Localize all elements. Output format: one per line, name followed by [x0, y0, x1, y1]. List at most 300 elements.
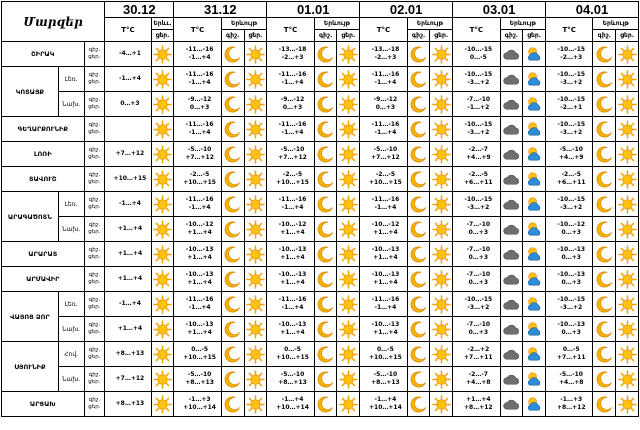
day-temperature: +8…+12 [464, 404, 493, 411]
day-header: ցեր. [616, 30, 639, 42]
day-temperature: -2…+3 [374, 54, 397, 61]
day-temperature: +1…+4 [280, 254, 305, 261]
sun-icon [430, 142, 453, 167]
moon-icon [221, 117, 244, 142]
night-label: գիշ. [88, 372, 101, 378]
night-day-label [84, 342, 105, 367]
sun-icon [430, 42, 453, 67]
subregion-name: Հով. [58, 342, 84, 367]
night-temperature: -10…-13 [278, 271, 307, 278]
temperature-range: +10…+15 [105, 167, 151, 192]
sun-icon [151, 242, 174, 267]
night-temperature: -11…-16 [278, 196, 307, 203]
day-temperature: -3…+2 [560, 204, 583, 211]
moon-icon [221, 392, 244, 417]
day-temperature: +1…+4 [280, 329, 305, 336]
sun-icon [337, 42, 360, 67]
sun-icon [337, 342, 360, 367]
night-temperature: -13…-18 [278, 46, 307, 53]
temperature-range [174, 242, 221, 267]
night-temperature: -7…-10 [466, 96, 491, 103]
sun-icon [151, 192, 174, 217]
night-temperature: -5…-10 [373, 146, 398, 153]
temperature-range: +1…+4 [105, 242, 151, 267]
sun-icon [616, 292, 639, 317]
night-temperature: -7…-10 [466, 221, 491, 228]
sun-cloud-icon [523, 317, 546, 342]
temperature-range [267, 242, 314, 267]
day-label: ցեր. [88, 104, 101, 110]
night-temperature: -1…+4 [281, 396, 304, 403]
moon-icon [593, 267, 616, 292]
day-temperature: +8…+13 [371, 379, 400, 386]
night-temperature: -10…-13 [371, 246, 400, 253]
sun-icon [430, 117, 453, 142]
night-label: գիշ. [88, 247, 101, 253]
cloud-icon [500, 242, 523, 267]
night-label: գիշ. [88, 397, 101, 403]
night-temperature: -10…-13 [185, 246, 214, 253]
moon-icon [221, 67, 244, 92]
day-label: ցեր. [88, 129, 101, 135]
temperature-range [453, 242, 500, 267]
night-temperature: -5…-10 [559, 146, 583, 153]
night-temperature: -10…-15 [557, 121, 586, 128]
day-temperature: -1…+4 [374, 204, 397, 211]
day-temperature: 0…+3 [189, 104, 210, 111]
temperature-range [360, 317, 407, 342]
night-label: գիշ. [88, 197, 101, 203]
sun-icon [337, 392, 360, 417]
temperature-range [453, 42, 500, 67]
moon-icon [314, 217, 337, 242]
sun-icon [337, 117, 360, 142]
day-label: ցեր. [88, 304, 101, 310]
temperature-range [546, 42, 593, 67]
day-temperature: +10…+14 [183, 404, 216, 411]
night-header: գիշ. [314, 30, 337, 42]
sun-cloud-icon [523, 267, 546, 292]
night-temperature: -1…+3 [188, 396, 211, 403]
temperature-range [546, 117, 593, 142]
night-temperature: -5…-10 [373, 371, 398, 378]
day-label: ցեր. [88, 229, 101, 235]
temperature-range [453, 392, 500, 417]
night-temperature: -10…-15 [464, 121, 493, 128]
table-row [2, 242, 639, 267]
subregion-name: Լեռ. [58, 192, 84, 217]
table-row [2, 392, 639, 417]
weather-header: Երևույթ [407, 18, 452, 30]
day-temperature: +4…+8 [559, 379, 584, 386]
temperature-range [174, 117, 221, 142]
day-temperature: +8…+13 [185, 379, 214, 386]
day-temperature: -3…+2 [560, 304, 583, 311]
day-temperature: -1…+4 [374, 129, 397, 136]
region-name: ՎԱՅՈՑ ՁՈՐ [2, 292, 59, 342]
sun-icon [616, 67, 639, 92]
night-day-label [84, 242, 105, 267]
night-temperature: -13…-18 [371, 46, 400, 53]
region-name: ԳԵՂԱՐՔՈՒՆԻՔ [2, 117, 85, 142]
night-day-label [84, 67, 105, 92]
day-temperature: 0…+3 [561, 229, 581, 236]
table-row [2, 92, 639, 117]
weather-header: Երևույթ [221, 18, 266, 30]
night-temperature: -10…-15 [464, 196, 493, 203]
night-temperature: -2…+2 [467, 346, 490, 353]
day-temperature: -3…+2 [560, 129, 583, 136]
date-header: 31.12 [174, 2, 267, 18]
temperature-range [267, 142, 314, 167]
night-temperature: -5…-10 [187, 371, 212, 378]
temperature-range [267, 342, 314, 367]
temperature-range [360, 392, 407, 417]
day-temperature: -1…+4 [188, 129, 211, 136]
sun-icon [244, 242, 267, 267]
temperature-range [267, 217, 314, 242]
subregion-name: Լեռ. [58, 67, 84, 92]
table-row [2, 317, 639, 342]
night-temperature: -9…-12 [373, 96, 398, 103]
cloud-icon [500, 192, 523, 217]
night-temperature: -11…-16 [185, 121, 214, 128]
sun-icon [151, 142, 174, 167]
sun-icon [151, 342, 174, 367]
night-temperature: -11…-16 [371, 296, 400, 303]
moon-icon [593, 217, 616, 242]
day-header: ցեր. [430, 30, 453, 42]
night-temperature: -10…-13 [278, 246, 307, 253]
day-temperature: -1…+2 [467, 104, 490, 111]
cloud-icon [500, 392, 523, 417]
sun-icon [244, 367, 267, 392]
day-temperature: +7…+12 [185, 154, 214, 161]
moon-icon [314, 67, 337, 92]
moon-icon [221, 142, 244, 167]
night-temperature: -10…-12 [371, 221, 400, 228]
night-day-label [84, 92, 105, 117]
temperature-range [453, 92, 500, 117]
day-temperature: +10…+15 [183, 354, 216, 361]
sun-icon [616, 367, 639, 392]
sun-icon [337, 217, 360, 242]
night-temperature: -10…-13 [557, 271, 586, 278]
sun-icon [244, 142, 267, 167]
table-row [2, 217, 639, 242]
night-temperature: -10…-12 [557, 221, 586, 228]
sun-icon [616, 267, 639, 292]
sun-icon [151, 117, 174, 142]
day-label: ցեր. [88, 379, 101, 385]
temperature-range [267, 92, 314, 117]
night-label: գիշ. [88, 147, 101, 153]
temperature-range [174, 367, 221, 392]
moon-icon [593, 67, 616, 92]
subregion-name: Նախ. [58, 367, 84, 392]
temperature-range [546, 267, 593, 292]
temperature-range [453, 142, 500, 167]
date-header: 03.01 [453, 2, 546, 18]
temperature-range: +1…+4 [105, 267, 151, 292]
table-row [2, 117, 639, 142]
temperature-range [546, 142, 593, 167]
day-temperature: -3…+2 [467, 204, 490, 211]
temperature-range [174, 142, 221, 167]
region-name: ՇԻՐԱԿ [2, 42, 85, 67]
sun-icon [430, 92, 453, 117]
day-temperature: +4…+9 [559, 154, 584, 161]
night-temperature: -2…-7 [468, 371, 488, 378]
moon-icon [407, 92, 430, 117]
temperature-range [360, 42, 407, 67]
night-label: գիշ. [88, 97, 101, 103]
sun-icon [151, 217, 174, 242]
sun-cloud-icon [523, 67, 546, 92]
night-day-label [84, 167, 105, 192]
night-header: գիշ. [500, 30, 523, 42]
sun-icon [616, 242, 639, 267]
moon-icon [407, 67, 430, 92]
moon-icon [314, 192, 337, 217]
day-temperature: +10…+14 [276, 404, 309, 411]
day-temperature: +10…+15 [183, 179, 216, 186]
day-temperature: 0…+3 [468, 229, 489, 236]
day-temperature: 0…+3 [468, 279, 489, 286]
cloud-icon [500, 67, 523, 92]
sun-icon [430, 67, 453, 92]
temperature-range [453, 367, 500, 392]
temperature-range [546, 317, 593, 342]
temperature-range [360, 267, 407, 292]
moon-icon [407, 217, 430, 242]
night-temperature: -11…-16 [278, 296, 307, 303]
temperature-range [360, 342, 407, 367]
moon-icon [593, 342, 616, 367]
moon-icon [593, 167, 616, 192]
night-temperature: -5…-10 [187, 146, 212, 153]
subregion-name: Լեռ. [58, 292, 84, 317]
sun-cloud-icon [523, 92, 546, 117]
temperature-range: +8…+13 [105, 392, 151, 417]
temp-header: T°C [267, 18, 314, 42]
subregion-name: Նախ. [58, 317, 84, 342]
day-temperature: 0…+3 [561, 279, 581, 286]
night-label: գիշ. [88, 122, 101, 128]
night-temperature: -5…-10 [280, 146, 305, 153]
night-temperature: -11…-16 [185, 46, 214, 53]
day-temperature: -1…+4 [281, 129, 304, 136]
night-header: գիշ. [221, 30, 244, 42]
day-temperature: +1…+4 [280, 229, 305, 236]
sun-icon [244, 267, 267, 292]
night-temperature: -10…-15 [557, 96, 586, 103]
sun-icon [151, 267, 174, 292]
temperature-range [360, 242, 407, 267]
sun-icon [430, 342, 453, 367]
moon-icon [407, 392, 430, 417]
sun-icon [616, 317, 639, 342]
moon-icon [407, 192, 430, 217]
sun-icon [337, 317, 360, 342]
temperature-range [546, 67, 593, 92]
temperature-range [360, 167, 407, 192]
moon-icon [407, 142, 430, 167]
sun-icon [151, 42, 174, 67]
moon-icon [593, 42, 616, 67]
night-temperature: -2…-5 [561, 171, 581, 178]
sun-icon [430, 367, 453, 392]
night-day-label [84, 192, 105, 217]
night-temperature: -2…-5 [468, 171, 488, 178]
sun-icon [430, 392, 453, 417]
temperature-range [267, 167, 314, 192]
night-temperature: -11…-16 [278, 71, 307, 78]
temperature-range [174, 317, 221, 342]
temperature-range: -1…+4 [105, 192, 151, 217]
day-temperature: -3…+2 [467, 304, 490, 311]
temperature-range [546, 192, 593, 217]
night-day-label [84, 317, 105, 342]
night-temperature: -10…-13 [557, 246, 586, 253]
moon-icon [314, 42, 337, 67]
night-day-label [84, 367, 105, 392]
temperature-range [174, 67, 221, 92]
temperature-range [453, 342, 500, 367]
night-label: գիշ. [88, 222, 101, 228]
night-day-label [84, 392, 105, 417]
temperature-range [174, 392, 221, 417]
day-label: ցեր. [88, 279, 101, 285]
night-temperature: -10…-15 [557, 296, 586, 303]
temperature-range: +7…+12 [105, 367, 151, 392]
moon-icon [593, 92, 616, 117]
night-temperature: -1…+3 [560, 396, 583, 403]
sun-icon [244, 92, 267, 117]
day-temperature: -1…+4 [281, 79, 304, 86]
day-temperature: 0…+3 [468, 329, 489, 336]
cloud-icon [500, 117, 523, 142]
cloud-icon [500, 167, 523, 192]
sun-icon [151, 292, 174, 317]
night-temperature: -1…+4 [374, 396, 397, 403]
temperature-range [105, 117, 151, 142]
temperature-range [174, 92, 221, 117]
day-label: ցեր. [88, 54, 101, 60]
sun-icon [430, 217, 453, 242]
sun-icon [616, 192, 639, 217]
sun-icon [244, 217, 267, 242]
night-label: գիշ. [88, 72, 101, 78]
temp-header: T°C [360, 18, 407, 42]
region-name: ԱՐԱՐԱՏ [2, 242, 85, 267]
night-temperature: -10…-13 [557, 321, 586, 328]
temperature-range: -4…+1 [105, 42, 151, 67]
sun-icon [430, 167, 453, 192]
sun-icon [337, 67, 360, 92]
sun-icon [430, 292, 453, 317]
sun-icon [244, 392, 267, 417]
moon-icon [314, 92, 337, 117]
night-temperature: 0…-5 [191, 346, 209, 353]
weather-header: Երևույթ [314, 18, 359, 30]
day-temperature: +1…+4 [373, 279, 398, 286]
temperature-range [453, 317, 500, 342]
night-label: գիշ. [88, 172, 101, 178]
moon-icon [221, 92, 244, 117]
night-day-label [84, 267, 105, 292]
sun-icon [244, 317, 267, 342]
sun-icon [616, 217, 639, 242]
region-header: Մարզեր [2, 2, 105, 42]
night-label: գիշ. [88, 47, 101, 53]
temperature-range [267, 292, 314, 317]
night-temperature: -11…-16 [371, 196, 400, 203]
day-temperature: +8…+13 [278, 379, 307, 386]
night-temperature: -9…-12 [280, 96, 305, 103]
moon-icon [221, 42, 244, 67]
moon-icon [593, 117, 616, 142]
moon-icon [314, 317, 337, 342]
temperature-range [546, 242, 593, 267]
day-header: ցեր. [151, 30, 174, 42]
region-name: ԱՐԱԳԱԾՈՏՆ [2, 192, 59, 242]
day-temperature: 0…+3 [468, 254, 489, 261]
temperature-range: +8…+13 [105, 342, 151, 367]
sun-icon [430, 317, 453, 342]
temperature-range [546, 342, 593, 367]
night-temperature: -2…-5 [282, 171, 303, 178]
moon-icon [407, 242, 430, 267]
night-day-label [84, 117, 105, 142]
night-temperature: -10…-13 [185, 271, 214, 278]
temperature-range [360, 217, 407, 242]
day-temperature: +1…+4 [280, 279, 305, 286]
date-header: 01.01 [267, 2, 360, 18]
night-temperature: -11…-16 [185, 296, 214, 303]
subregion-name: Նախ. [58, 92, 84, 117]
night-temperature: 0…-5 [562, 346, 580, 353]
temperature-range: +7…+12 [105, 142, 151, 167]
sun-cloud-icon [523, 367, 546, 392]
moon-icon [407, 292, 430, 317]
day-header: ցեր. [244, 30, 267, 42]
moon-icon [221, 367, 244, 392]
night-temperature: 0…-5 [377, 346, 394, 353]
sun-icon [430, 192, 453, 217]
sun-cloud-icon [523, 142, 546, 167]
forecast-table [1, 1, 639, 417]
night-temperature: -10…-15 [464, 296, 493, 303]
day-temperature: -1…+4 [188, 54, 211, 61]
temperature-range: +1…+4 [105, 217, 151, 242]
night-temperature: -5…-10 [559, 371, 583, 378]
day-temperature: 0…+3 [375, 104, 396, 111]
sun-icon [337, 367, 360, 392]
day-temperature: +1…+4 [373, 329, 398, 336]
day-temperature: 0…-5 [469, 54, 487, 61]
moon-icon [314, 367, 337, 392]
night-temperature: -10…-13 [278, 321, 307, 328]
night-temperature: -2…-5 [375, 171, 396, 178]
cloud-icon [500, 292, 523, 317]
temperature-range [360, 292, 407, 317]
cloud-icon [500, 92, 523, 117]
temperature-range [267, 317, 314, 342]
day-temperature: -2…+1 [560, 104, 583, 111]
day-header: ցեր. [523, 30, 546, 42]
night-temperature: -11…-16 [185, 71, 214, 78]
